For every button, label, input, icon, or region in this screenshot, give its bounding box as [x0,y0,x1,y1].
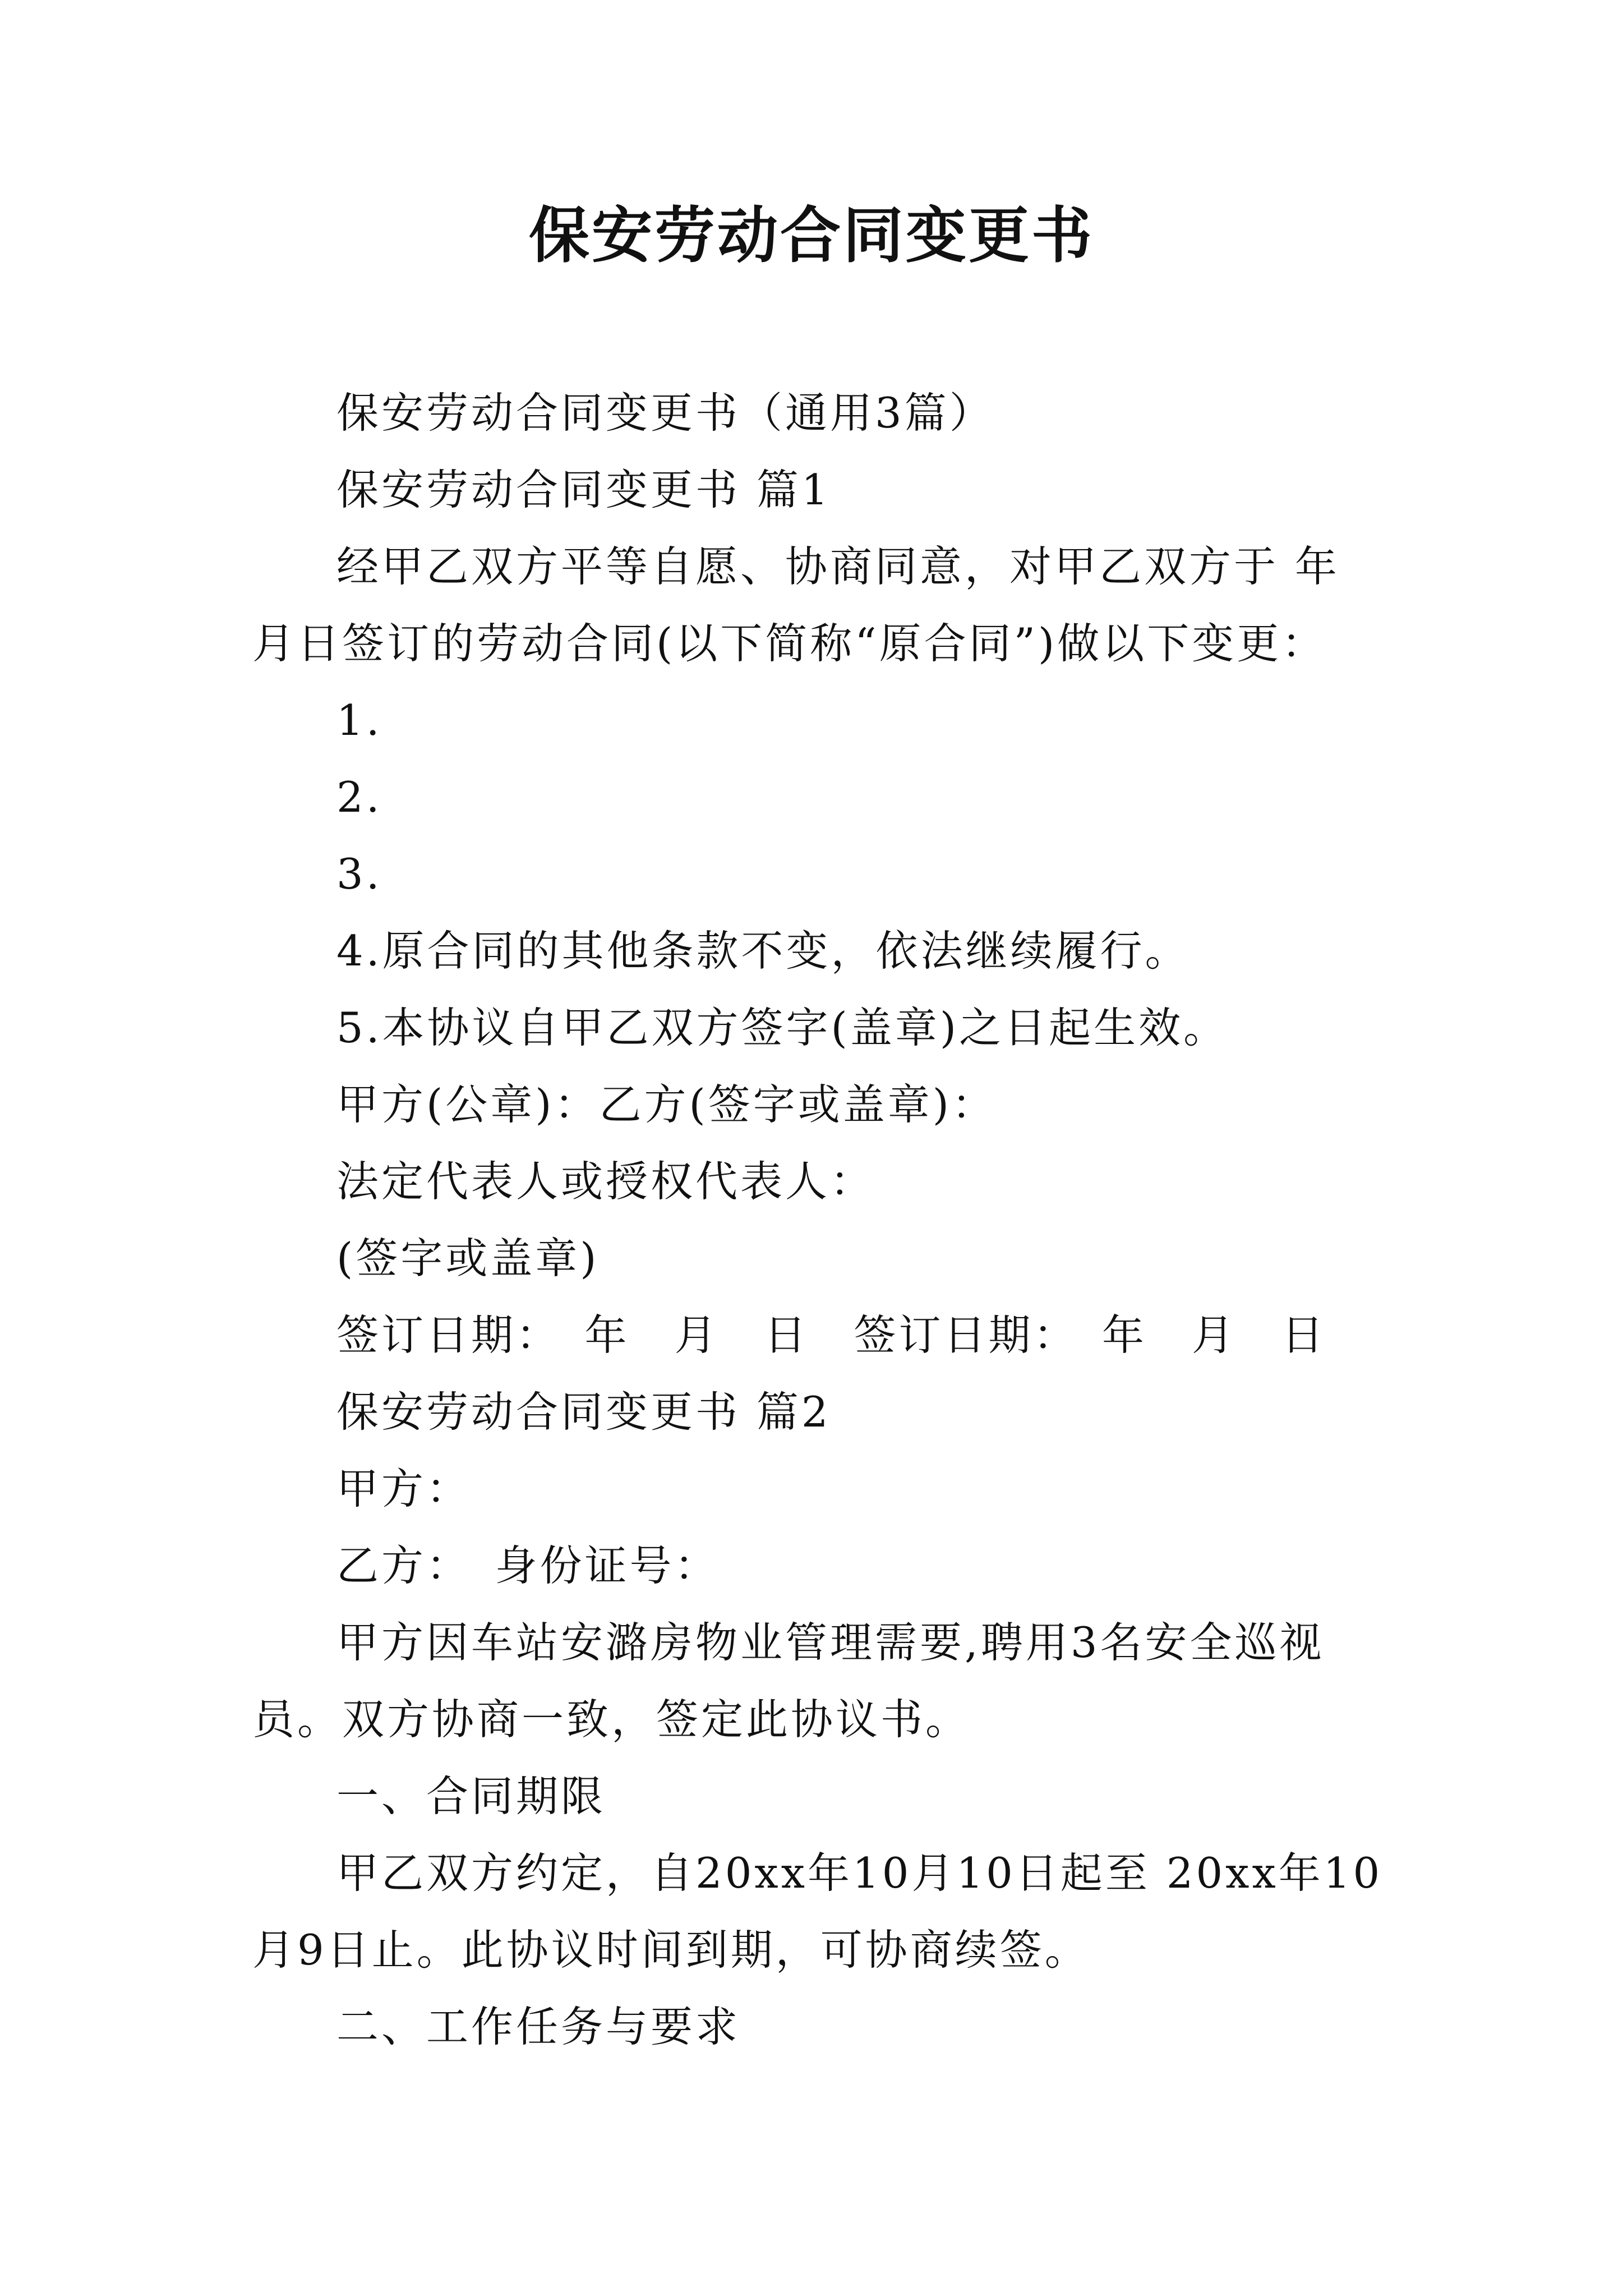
document-body [252,375,1396,2065]
paragraph-contract-term: 甲乙双方约定，自20xx年10月10日起至 20xx年10月9日止。此协议时间到期，可协商续签。 [252,1848,1383,1975]
paragraph-agreement-intro: 经甲乙双方平等自愿、协商同意，对甲乙双方于 年 月日签订的劳动合同(以下简称“原合同”)做以下变更： [252,542,1356,668]
paragraph-item-5: 5.本协议自甲乙双方签字(盖章)之日起生效。 [336,1003,1229,1052]
paragraph-section-1-heading: 保安劳动合同变更书 篇1 [336,465,831,514]
paragraph-legal-representative: 法定代表人或授权代表人： [336,1157,875,1206]
document-title: 保安劳动合同变更书 [528,200,1094,271]
paragraph-section-2-heading: 保安劳动合同变更书 篇2 [336,1387,831,1437]
paragraph-contract-term-heading: 一、合同期限 [336,1772,606,1821]
paragraph-item-1: 1. [336,696,382,745]
paragraph-party-a: 甲方： [336,1464,472,1513]
paragraph-sign-dates: 签订日期： 年 月 日 签订日期： 年 月 日 [336,1310,1327,1360]
paragraph-hiring-purpose: 甲方因车站安潞房物业管理需要,聘用3名安全巡视员。双方协商一致，签定此协议书。 [252,1618,1325,1744]
paragraph-item-3: 3. [336,849,382,899]
paragraph-item-4: 4.原合同的其他条款不变，依法继续履行。 [336,926,1190,976]
paragraph-subtitle: 保安劳动合同变更书（通用3篇） [336,388,994,438]
paragraph-party-b-id: 乙方： 身份证号： [336,1541,720,1590]
paragraph-party-signatures: 甲方(公章)：乙方(签字或盖章)： [336,1080,997,1129]
paragraph-duties-heading: 二、工作任务与要求 [336,2002,741,2051]
paragraph-sign-or-seal: (签字或盖章) [336,1234,600,1283]
paragraph-item-2: 2. [336,772,382,822]
